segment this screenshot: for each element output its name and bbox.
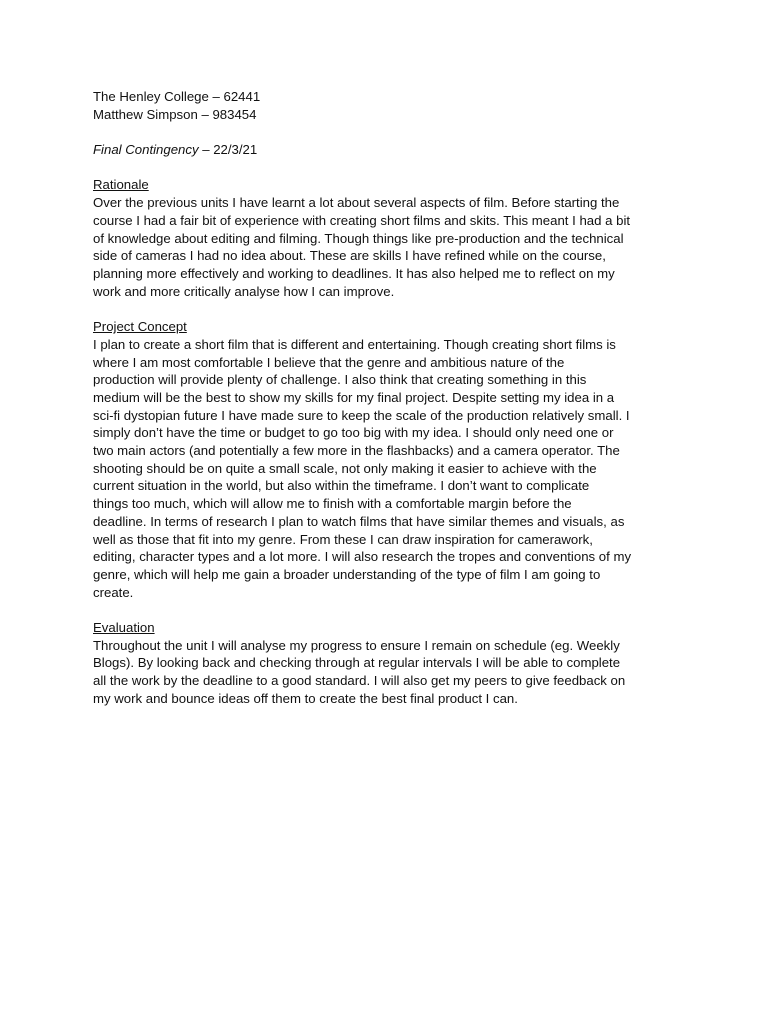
document-body [93,88,681,708]
rationale-paragraph [93,194,681,300]
concept-line: where I am most comfortable I believe that the genre and ambitious nature of the [93,354,565,370]
evaluation-heading: Evaluation [93,620,155,636]
student-line: Matthew Simpson – 983454 [93,106,257,122]
concept-heading: Project Concept [93,319,187,335]
concept-line: medium will be the best to show my skills for my final project. Despite setting my idea in a [93,389,615,405]
college-line: The Henley College – 62441 [93,89,261,104]
rationale-heading: Rationale [93,177,149,193]
spacer [93,300,681,318]
concept-line: shooting should be on quite a small scale, not only making it easier to achieve with the [93,460,597,476]
concept-line: well as those that fit into my genre. From these I can draw inspiration for camerawork, [93,531,593,547]
concept-paragraph [93,336,681,602]
evaluation-line: Throughout the unit I will analyse my progress to ensure I remain on schedule (eg. Weekly [93,637,620,653]
rationale-line: side of cameras I had no idea about. These are skills I have refined while on the course, [93,248,606,264]
evaluation-paragraph [93,637,681,708]
concept-line: sci-fi dystopian future I have made sure to keep the scale of the production relatively small. I [93,407,630,423]
rationale-line: Over the previous units I have learnt a lot about several aspects of film. Before starting the [93,195,620,211]
evaluation-line: my work and bounce ideas off them to create the best final product I can. [93,690,518,706]
concept-line: current situation in the world, but also within the timeframe. I don’t want to complicate [93,478,590,494]
concept-line: deadline. In terms of research I plan to watch films that have similar themes and visuals, as [93,513,625,529]
project-title-line [93,141,681,159]
rationale-line: of knowledge about editing and filming. Though things like pre-production and the technical [93,230,624,246]
concept-line: simply don’t have the time or budget to go too big with my idea. I should only need one or [93,425,614,441]
project-date: – 22/3/21 [198,142,258,158]
concept-line: production will provide plenty of challenge. I also think that creating something in this [93,372,587,388]
rationale-line: work and more critically analyse how I can improve. [93,283,395,299]
spacer [93,159,681,177]
concept-line: editing, character types and a lot more. I will also research the tropes and conventions of my [93,549,632,565]
evaluation-line: all the work by the deadline to a good standard. I will also get my peers to give feedback on [93,673,626,689]
rationale-line: course I had a fair bit of experience with creating short films and skits. This meant I had a bit [93,212,631,228]
spacer [93,601,681,619]
concept-line: things too much, which will allow me to finish with a comfortable margin before the [93,496,572,512]
rationale-line: planning more effectively and working to deadlines. It has also helped me to reflect on my [93,266,615,281]
project-title: Final Contingency [93,142,199,158]
evaluation-line: Blogs). By looking back and checking through at regular intervals I will be able to complete [93,655,621,671]
spacer [93,123,681,141]
concept-line: two main actors (and potentially a few more in the flashbacks) and a camera operator. The [93,443,620,459]
concept-line: genre, which will help me gain a broader understanding of the type of film I am going to [93,566,601,582]
concept-line: create. [93,584,134,600]
concept-line: I plan to create a short film that is different and entertaining. Though creating short films is [93,336,616,352]
